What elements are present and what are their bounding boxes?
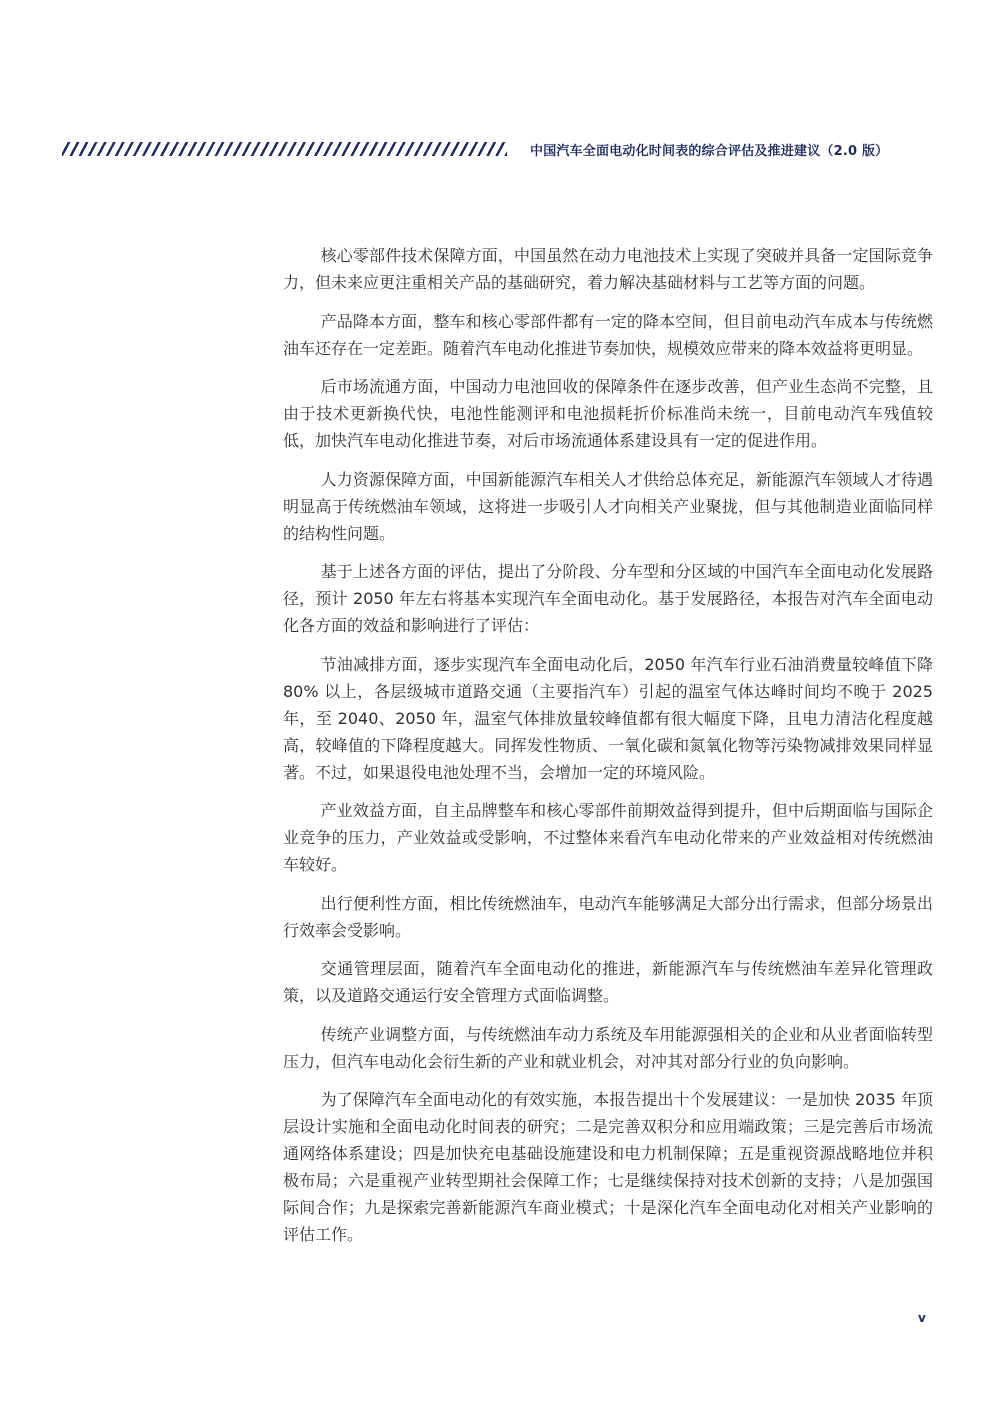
paragraph-traditional-industry: 传统产业调整方面，与传统燃油车动力系统及车用能源强相关的企业和从业者面临转型压力，但汽车电动化会衍生新的产业和就业机会，对冲其对部分行业的负向影响。: [283, 1024, 933, 1071]
paragraph-emissions: 节油减排方面，逐步实现汽车全面电动化后，2050 年汽车行业石油消费量较峰值下降 80% 以上，各层级城市道路交通（主要指汽车）引起的温室气体达峰时间均不晚于 2025 年，至 2040、2050 年，温室气体排放量较峰值都有很大幅度下降，且电力清洁化程度越高，较峰值的下降程度越大。同挥发性物质、一氧化碳和氮氧化物等污染物减排效果同样显著。不过，如果退役电池处理不当，会增加一定的环境风险。: [283, 654, 933, 782]
paragraph-traffic-management: 交通管理层面，随着汽车全面电动化的推进，新能源汽车与传统燃油车差异化管理政策，以及道路交通运行安全管理方式面临调整。: [283, 959, 933, 1005]
paragraph-recommendations: 为了保障汽车全面电动化的有效实施，本报告提出十个发展建议：一是加快 2035 年顶层设计实施和全面电动化时间表的研究；二是完善双积分和应用端政策；三是完善后市场流通网络体系建设；四是加快充电基础设施建设和电力机制保障；五是重视资源战略地位并积极布局；六是重视产业转型期社会保障工作；七是继续保持对技术创新的支持；八是加强国际间合作；九是探索完善新能源汽车商业模式；十是深化汽车全面电动化对相关产业影响的评估工作。: [283, 1090, 933, 1244]
paragraph-core-components: 核心零部件技术保障方面，中国虽然在动力电池技术上实现了突破并具备一定国际竞争力，但未来应更注重相关产品的基础研究，着力解决基础材料与工艺等方面的问题。: [283, 246, 933, 292]
page-number: v: [918, 1311, 926, 1325]
paragraph-aftermarket: 后市场流通方面，中国动力电池回收的保障条件在逐步改善，但产业生态尚不完整，且由于技术更新换代快，电池性能测评和电池损耗折价标准尚未统一，目前电动汽车残值较低，加快汽车电动化推进节奏，对后市场流通体系建设具有一定的促进作用。: [283, 377, 933, 450]
paragraph-cost-reduction: 产品降本方面，整车和核心零部件都有一定的降本空间，但目前电动汽车成本与传统燃油车还存在一定差距。随着汽车电动化推进节奏加快，规模效应带来的降本效益将更明显。: [283, 311, 933, 358]
header-stripe-decoration: [62, 142, 507, 156]
paragraph-development-path: 基于上述各方面的评估，提出了分阶段、分车型和分区域的中国汽车全面电动化发展路径，预计 2050 年左右将基本实现汽车全面电动化。基于发展路径，本报告对汽车全面电动化各方面的效益和影响进行了评估：: [283, 562, 933, 635]
paragraph-industry-benefits: 产业效益方面，自主品牌整车和核心零部件前期效益得到提升，但中后期面临与国际企业竞争的压力，产业效益或受影响，不过整体来看汽车电动化带来的产业效益相对传统燃油车较好。: [283, 801, 933, 874]
running-header-title: 中国汽车全面电动化时间表的综合评估及推进建议（2.0 版）: [530, 144, 889, 159]
paragraph-travel-convenience: 出行便利性方面，相比传统燃油车，电动汽车能够满足大部分出行需求，但部分场景出行效率会受影响。: [283, 893, 933, 940]
body-text: [283, 242, 933, 1260]
paragraph-human-resources: 人力资源保障方面，中国新能源汽车相关人才供给总体充足，新能源汽车领域人才待遇明显高于传统燃油车领域，这将进一步吸引人才向相关产业聚拢，但与其他制造业面临同样的结构性问题。: [283, 469, 933, 543]
